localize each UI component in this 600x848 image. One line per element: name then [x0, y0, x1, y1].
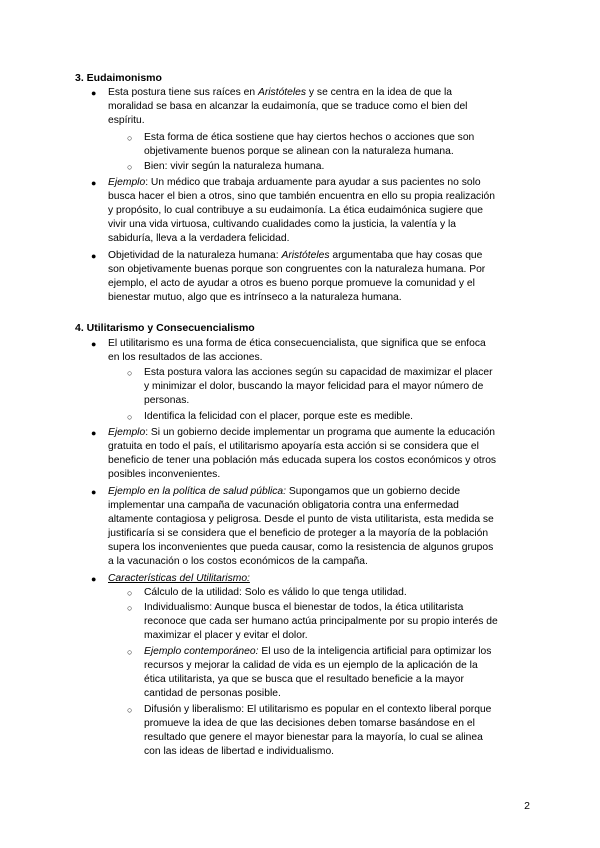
text-line: Esta forma de ética sostiene que hay ciertos hechos o acciones que son [144, 132, 475, 143]
text-line: busca hacer el bien a otros, sino que también encuentra en ello su propia realización [108, 191, 495, 202]
text-line: personas. [144, 395, 190, 406]
text-line: bienestar mutuo, algo que es intrínseco a la naturaleza humana. [108, 292, 402, 303]
sub-bullet-icon: ○ [127, 162, 133, 172]
text-line: espíritu. [108, 115, 145, 126]
text-line: son objetivamente buenas porque son congruentes con la naturaleza humana. Por [108, 264, 486, 275]
bullet-icon: ● [91, 428, 97, 438]
text-line: Esta postura valora las acciones según su capacidad de maximizar el placer [144, 367, 493, 378]
text-line: ética utilitarista, ya que se busca que el resultado beneficie a la mayor [144, 674, 464, 685]
text-line: El utilitarismo es una forma de ética consecuencialista, que significa que se enfoca [108, 338, 486, 349]
sub-bullet-icon: ○ [127, 412, 133, 422]
text-line: beneficio de tener una población más educada supera los costos económicos y otros [108, 455, 497, 466]
sub-bullet-icon: ○ [127, 647, 133, 657]
sub-bullet-icon: ○ [127, 603, 133, 613]
text-line: cantidad de personas posible. [144, 688, 281, 699]
page-number: 2 [524, 800, 530, 812]
text-line: y propósito, lo cual contribuye a su eudaimonía. La ética eudaimónica sugiere que [108, 205, 483, 216]
text-line: Esta postura tiene sus raíces en Aristóteles y se centra en la idea de que la [108, 87, 453, 98]
section-heading-utilitarismo: 4. Utilitarismo y Consecuencialismo [75, 322, 255, 334]
bullet-icon: ● [91, 574, 97, 584]
text-line: maximizar el placer y evitar el dolor. [144, 630, 308, 641]
text-line: reconoce que cada ser humano actúa principalmente por su propio interés de [144, 616, 498, 627]
text-line: objetivamente buenos porque se alinean con la naturaleza humana. [144, 146, 454, 157]
bullet-icon: ● [91, 88, 97, 98]
text-line: moralidad se basa en alcanzar la eudaimonía, que se traduce como el bien del [108, 101, 468, 112]
text-line: Difusión y liberalismo: El utilitarismo es popular en el contexto liberal porque [144, 704, 492, 715]
sub-bullet-icon: ○ [127, 133, 133, 143]
text-line: Objetividad de la naturaleza humana: Aristóteles argumentaba que hay cosas que [108, 250, 483, 261]
text-line: sabiduría, lleva a la verdadera felicidad. [108, 233, 290, 244]
text-line: Bien: vivir según la naturaleza humana. [144, 161, 325, 172]
text-line: ejemplo, el acto de ayudar a otros es bueno porque promueve la comunidad y el [108, 278, 475, 289]
text-line: vivir una vida virtuosa, cultivando cualidades como la justicia, la valentía y la [108, 219, 456, 230]
text-line: Individualismo: Aunque busca el bienestar de todos, la ética utilitarista [144, 602, 464, 613]
text-line: posibles inconvenientes. [108, 469, 221, 480]
sub-bullet-icon: ○ [127, 368, 133, 378]
bullet-icon: ● [91, 487, 97, 497]
bullet-icon: ● [91, 251, 97, 261]
text-line: Identifica la felicidad con el placer, porque este es medible. [144, 411, 414, 422]
text-line: Ejemplo: Si un gobierno decide implementar un programa que aumente la educación [108, 427, 495, 438]
section-heading-eudaimonismo: 3. Eudaimonismo [75, 72, 162, 84]
text-line: y minimizar el dolor, buscando la mayor felicidad para el mayor número de [144, 381, 484, 392]
text-line: supera los inconvenientes que pueda causar, como la resistencia de algunos grupos [108, 542, 494, 553]
text-line: implementar una campaña de vacunación obligatoria contra una enfermedad [108, 500, 459, 511]
bullet-icon: ● [91, 339, 97, 349]
text-line: Ejemplo: Un médico que trabaja arduamente para ayudar a sus pacientes no solo [108, 177, 481, 188]
text-line: altamente contagiosa y peligrosa. Desde el punto de vista utilitarista, esta medida se [108, 514, 494, 525]
subheading-caracteristicas: Características del Utilitarismo: [108, 573, 250, 584]
text-line: promueve la idea de que las decisiones deben tomarse basándose en el [144, 718, 475, 729]
text-line: recursos y mejorar la calidad de vida es un ejemplo de la aplicación de la [144, 660, 478, 671]
text-line: con las ideas de libertad e individualismo. [144, 746, 335, 757]
text-line: Ejemplo contemporáneo: El uso de la inteligencia artificial para optimizar los [144, 646, 492, 657]
text-line: Cálculo de la utilidad: Solo es válido lo que tenga utilidad. [144, 587, 407, 598]
text-line: gratuita en todo el país, el utilitarismo apoyaría esta acción si se considera que el [108, 441, 479, 452]
text-line: Ejemplo en la política de salud pública: Supongamos que un gobierno decide [108, 486, 461, 497]
bullet-icon: ● [91, 178, 97, 188]
text-line: justificaría si se considera que el beneficio de proteger a la mayoría de la población [108, 528, 489, 539]
text-line: a la vacunación o los costos económicos de la campaña. [108, 556, 368, 567]
sub-bullet-icon: ○ [127, 705, 133, 715]
text-line: resultado que genere el mayor bienestar para la mayoría, lo cual se alinea [144, 732, 483, 743]
text-line: en los resultados de las acciones. [108, 352, 263, 363]
sub-bullet-icon: ○ [127, 588, 133, 598]
